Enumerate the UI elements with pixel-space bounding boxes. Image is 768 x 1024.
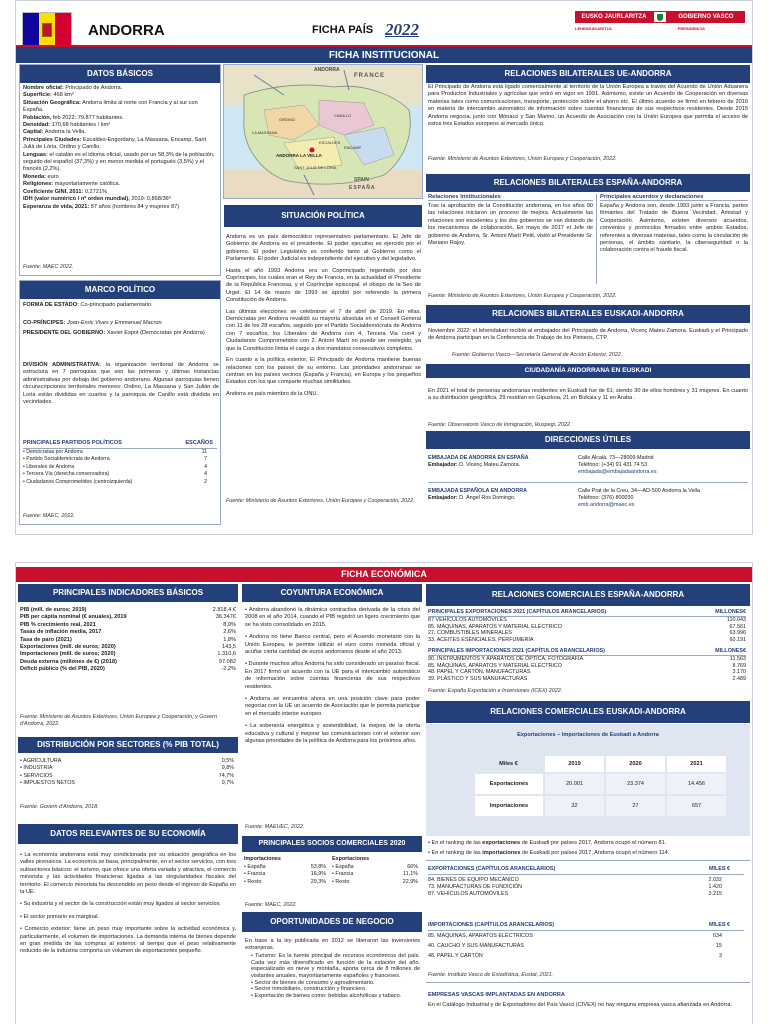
partido-row: • Ciudadanos Comprometidos (centroizquierda) 2 [23, 478, 207, 485]
map-label: ENCAMP [344, 145, 362, 150]
datos-line: Densidad: 170,68 habitantes / km² [23, 122, 111, 129]
indicador-row: Deuda externa (millones de €) (2018) 97.082 [20, 658, 236, 665]
map-label: SANT JULIÀ DE LÒRIA [294, 165, 337, 170]
direccion-item [428, 488, 748, 508]
ue-source: Fuente: Ministerio de Asuntos Exteriores, Unión Europea y Cooperación, 2022. [428, 156, 617, 162]
sectores-title: DISTRIBUCIÓN POR SECTORES (% PIB TOTAL) [18, 737, 238, 753]
list-item: • Durante muchos años Andorra ha sido considerado un paraíso fiscal. En 2017 firmó un acuerdo con la UE para el intercambio automático de información sobre cuentas financieras de sus respectivos residentes. [245, 661, 420, 690]
datos-line: Moneda: euro [23, 173, 59, 180]
datos-line: Lenguas: el catalán es el idioma oficial, usado por un 58,3% de la población, seguido del español (37,3%) y en menor medida el portugués (3,5%) y el francés (2,2%). [23, 151, 215, 173]
situacion-politica-title: SITUACIÓN POLÍTICA [224, 205, 422, 227]
euskadi-row-label: Importaciones [474, 795, 544, 817]
indicadores-title: PRINCIPALES INDICADORES BÁSICOS [18, 584, 238, 602]
oportunidades-title: OPORTUNIDADES DE NEGOCIO [242, 912, 422, 932]
map-label: ESCALDES [319, 140, 341, 145]
country-title: ANDORRA [88, 22, 165, 39]
euskadi-com-title: RELACIONES COMERCIALES EUSKADI-ANDORRA [426, 701, 750, 723]
doc-label: FICHA PAÍS [312, 24, 374, 36]
ranking-imp: • En el ranking de las importaciones de Euskadi por países 2017, Andorra ocupó el número 114. [428, 850, 670, 856]
datos-relevantes-list [20, 852, 236, 956]
oportunidades-intro: En base a la ley publicada en 2012 se liberaron las inversiones extranjeras. [245, 938, 420, 951]
socio-row: • Francia 11,1% [332, 871, 418, 877]
euskadi-year: 2019 [544, 755, 605, 773]
datos-basicos-list [23, 85, 219, 211]
map-label: SPAIN [354, 177, 369, 183]
espana-col2-title: Principales acuerdos y declaraciones [600, 194, 748, 201]
datos-line: Religiones: mayoritariamente católica. [23, 181, 120, 188]
euskadi-exp-row: 73. MANUFACTURAS DE FUNDICIÓN 1.420 [428, 884, 722, 890]
euskadi-exp-row: 84. BIENES DE EQUIPO MECÁNICO 2.032 [428, 877, 722, 883]
espana-com-source: Fuente: España Exportación e Inversiones (ICEX) 2022. [428, 688, 563, 694]
euskadi-cell: 23.374 [605, 773, 666, 795]
partido-row: • Partido Socialdemócrata de Andorra 7 [23, 456, 207, 462]
datos-line: Nombre oficial: Principado de Andorra. [23, 85, 123, 91]
indicador-row: PIB per cápita nominal (€ anuales), 2019 36.347€ [20, 614, 236, 621]
datos-line: Población, feb 2022: 79.877 habitantes. [23, 114, 124, 121]
brand-sub-left: LEHENDAKARITZA [575, 26, 612, 31]
partido-row: • Demócratas por Andorra 11 [23, 448, 207, 455]
euskadi-imp-unit: MILES € [709, 922, 730, 928]
datos-line: IDH (valor numérico / nº orden mundial), 2019: 0,868/36º [23, 196, 171, 203]
escanos-header: ESCAÑOS [185, 440, 213, 446]
euskadi-text: Noviembre 2022: el lehendakari recibió al embajador del Principado de Andorra, Vicenç Mateu Zamora. Euskadi y el Principado de Andorra participan en la Conferencia de Trabajo de los Pirineos, CTP. [428, 328, 748, 342]
list-item: • Sector inmobiliario, construcción y financiero. [251, 986, 367, 993]
euskadi-trade-table [473, 754, 728, 818]
coyuntura-title: COYUNTURA ECONÓMICA [242, 584, 422, 602]
datos-line: Coeficiente GINI, 2011: 0,2721% [23, 188, 107, 195]
map-label: CANILLO [334, 113, 352, 118]
empresas-text: En el Catálogo Industrial y de Exportadores del País Vasco (CIVEX) no hay ninguna empresa vasca afianzada en Andorra. [428, 1002, 733, 1008]
oportunidades-list [245, 938, 420, 999]
direcciones-title: DIRECCIONES ÚTILES [426, 431, 750, 449]
indicador-row: PIB % crecimiento real, 2021 8,9% [20, 621, 236, 628]
euskadi-title: RELACIONES BILATERALES EUSKADI-ANDORRA [426, 305, 750, 323]
partidos-header: PRINCIPALES PARTIDOS POLÍTICOS [23, 440, 122, 446]
espana-imp-row: 90. INSTRUMENTOS Y APARATOS DE ÓPTICA, FOTOGRAFÍA 11.563 [428, 655, 746, 662]
paragraph: Las últimas elecciones se celebraron el 7 de abril de 2019. En ellas, Demócratas per Andorra revalidó su mayoría absoluta en el Consell General con 11 de los 28 escaños, seguido por el Partido Socialdemócrata de Andorra con 7 escaños, los Liberales de Andorra con 4, Tercera Via con4 y Ciudadanos Comprometidos con 2. Antoni Martí no puede ser reelegido, ya que la Constitución limita el cargo a dos mandatos consecutivos completos. [226, 308, 421, 352]
socio-row: • España 53,8% [244, 863, 326, 870]
ficha-institucional-title: FICHA INSTITUCIONAL [16, 45, 752, 63]
socio-row: • Resto 22,9% [332, 878, 418, 885]
list-item: • Su industria y el sector de la construcción están muy ligados al sector servicios. [20, 901, 221, 908]
brand-left: EUSKO JAURLARITZA [575, 11, 653, 23]
indicador-row: Tasas de inflación media, 2017 2,6% [20, 629, 236, 636]
map-label: ESPAÑA [349, 185, 376, 191]
direccion-item [428, 455, 748, 475]
direccion-tel: Teléfono: (+34) 91 431 74 53 [578, 462, 648, 468]
indicador-row: Déficit público (% del PIB, 2020) -2,2% [20, 666, 236, 673]
partido-row: • Liberales de Andorra 4 [23, 463, 207, 470]
indicadores-source: Fuente: Ministerio de Asuntos Exteriores, Unión Europea y Cooperación, y Govern d'Andorra, 2022. [20, 714, 217, 727]
euskadi-imp-row: 40. CAUCHO Y SUS MANUFACTURAS 15 [428, 943, 722, 949]
euskadi-cell: 20.001 [544, 773, 605, 795]
direccion-tel: Teléfono: (376) 800030 [578, 495, 634, 501]
espana-imp-row: 39. PLÁSTICO Y SUS MANUFACTURAS 2.489 [428, 676, 746, 683]
espana-source: Fuente: Ministerio de Asuntos Exteriores, Unión Europea y Cooperación, 2022. [428, 293, 617, 299]
euskadi-col0: Miles € [499, 760, 518, 767]
situacion-politica-source: Fuente: Ministerio de Asuntos Exteriores, Unión Europea y Cooperación, 2022. [226, 498, 415, 504]
brand-sub-right: PRESIDENCIA [677, 26, 705, 31]
espana-imp-row: 85. MÁQUINAS, APARATOS Y MATERIAL ELÉCTRICO 8.769 [428, 662, 746, 669]
euskadi-exp-table [428, 866, 744, 898]
list-item: • Andorra abandonó la dinámica contractiva derivada de la crisis del 2008 en el año 2014, cuando el PIB registró un ligero crecimiento que se ha visto consolidado en 2015. [245, 607, 420, 628]
ranking-exp: • En el ranking de las exportaciones de Euskadi por países 2017, Andorra ocupó el número 81. [428, 840, 667, 846]
sector-row: • AGRICULTURA 0,5% [20, 758, 234, 764]
indicador-row: Importaciones (mill. de euros; 2020) 1.310,6 [20, 651, 236, 658]
socio-row: • Francia 16,9% [244, 871, 326, 877]
list-item: • Exportación de bienes como: bebidas alcohólicas y tabaco. [251, 992, 402, 999]
euskadi-exp-unit: MILES € [709, 866, 730, 872]
euskadi-cell: 14.456 [666, 773, 727, 795]
euskadi-exp-row: 87. VEHÍCULOS AUTOMÓVILES 3.215 [428, 891, 722, 897]
map-label: LA MASSANA [252, 130, 278, 135]
datos-line: Principales Ciudades: Escaldes-Engordany, La Massana, Encamp, Sant Julià de Lòria, Ordino y Canillo. [23, 136, 207, 151]
indicador-row: Exportaciones (mill. de euros; 2020) 143,5 [20, 644, 236, 651]
euskadi-ranking [428, 838, 746, 858]
espana-exp-table [428, 609, 746, 683]
espana-col1-title: Relaciones Institucionales [428, 194, 593, 201]
espana-exp-row: 33. ACEITES ESENCIALES, PERFUMERÍA 60.191 [428, 637, 746, 644]
datos-line: Capital: Andorra la Vella. [23, 129, 86, 136]
direccion-addr: Calle Alcalá, 73—28009 Madrid [578, 455, 654, 461]
direccion-name: EMBAJADA ESPAÑOLA EN ANDORRA [428, 488, 528, 494]
euskadi-cell: 32 [544, 795, 605, 817]
euskadi-imp-row: 85. MÁQUINAS, APARATOS ELÉCTRICOS 634 [428, 933, 722, 939]
indicador-row: Tasa de paro (2021) 1,8% [20, 636, 236, 643]
socios-exp-title: Exportaciones [332, 856, 370, 862]
map-label: ORDINO [279, 117, 295, 122]
euskadi-source: Fuente: Gobierno Vasco—Secretaría General de Acción Exterior, 2022. [452, 352, 623, 358]
andorra-map [223, 64, 423, 199]
euskadi-year: 2021 [666, 755, 727, 773]
datos-line: Superficie: 468 km² [23, 92, 74, 99]
page-gap [0, 540, 768, 562]
espana-exp-row: 87 VEHÍCULOS AUTOMÓVILES 110.043 [428, 616, 746, 623]
sectores-table [20, 758, 234, 788]
euskadi-table-title: Exportaciones – Importaciones de Euskadi a Andorra [517, 732, 659, 738]
espana-imp-unit: MILLONES€ [715, 647, 746, 654]
situacion-politica-text [226, 234, 421, 398]
espana-imp-row: 48. PAPEL Y CARTÓN, MANUFACTURAS 3.170 [428, 669, 746, 676]
direccion-embajador: Embajador: D. Vicenç Mateu Zamora. [428, 462, 521, 468]
direccion-embajador: Embajador: D. Ángel Ros Domingo. [428, 495, 516, 501]
socios-source: Fuente: MAEC, 2022. [245, 902, 297, 908]
division-admin: DIVISIÓN ADMINISTRATIVA: la organización territorial de Andorra se estructura en 7 parroquias que son las primeras y últimas instancias administrativas por debajo del gobierno andorrano. Algunas parroquias tienen circunscripciones territoriales menores: Ordino, La Massana y San Julián de Loria están divididas en cuartos y la parroquia de Canillo está dividida en vecindades. [23, 362, 219, 406]
empresas-title: EMPRESAS VASCAS IMPLANTADAS EN ANDORRA [428, 992, 565, 998]
ue-title: RELACIONES BILATERALES UE-ANDORRA [426, 65, 750, 83]
sector-row: • IMPUESTOS NETOS 9,7% [20, 780, 234, 787]
socios-title: PRINCIPALES SOCIOS COMERCIALES 2020 [242, 836, 422, 852]
espana-imp-title: PRINCIPALES IMPORTACIONES 2021 (CAPÍTULOS ARANCELARIOS) [428, 647, 605, 654]
marco-politico-title: MARCO POLÍTICO [20, 281, 220, 299]
espana-exp-title: PRINCIPALES EXPORTACIONES 2021 (CAPÍTULOS ARANCELARIOS) [428, 609, 607, 615]
socio-row: • Resto 29,3% [244, 878, 326, 885]
list-item: • Andorra se encuentra ahora en una posición clave para poder negociar con la UE un acuerdo de Asociación que le permita participar en el mercado interior europeo. [245, 696, 420, 717]
datos-line: Esperanza de vida, 2021: 87 años (hombres 84 y mujeres 87) [23, 203, 180, 210]
sector-row: • SERVICIOS 74,7% [20, 772, 234, 779]
list-item: • Comercio exterior: tiene un peso muy importante sobre la actividad económica y, particularmente, el volumen de importaciones. La demanda interna de bienes depende en gran medida de las compras al exterior, al tiempo que el peso relativamente reducido de la industria comporta un volumen de exportaciones pequeño. [20, 926, 236, 955]
indicadores-table [20, 607, 236, 674]
socios-imp-title: Importaciones [244, 856, 281, 862]
euskadi-table-box [426, 724, 750, 836]
marco-politico-source: Fuente: MAEC, 2022. [23, 513, 75, 519]
paragraph: Hasta el año 1993 Andorra era un Coprincipado regentado por dos Copríncipes, los cuales eran el Rey de Francia, en la actualidad el Presidente de la República Francesa, y el Copríncipe episcopal, el obispo de la Seo de Urgel. El 14 de marzo de 1993 se aprobó por referendo la primera Constitución de Andorra. [226, 267, 421, 304]
paragraph: Andorra es un país democrático representativo parlamentario. El Jefe de Gobierno de Andorra es el presidente. El poder ejecutivo es ejercido por el gobierno. El poder Legislativo es conferido tanto al Gobierno como el Parlamento. El poder Judicial es independiente del ejecutivo y del legislativo. [226, 234, 421, 263]
espana-title: RELACIONES BILATERALES ESPAÑA-ANDORRA [426, 174, 750, 192]
direccion-mail[interactable]: embajada@embajadaandorra.es [578, 469, 657, 475]
sector-row: • INDUSTRIA 9,8% [20, 765, 234, 772]
list-item: • Sector de bienes de consumo y agroalimentario. [251, 979, 375, 986]
brand-right: GOBIERNO VASCO [667, 11, 745, 23]
map-label: ANDORRA LA VELLA [276, 153, 322, 158]
list-item: • El sector primario es marginal. [20, 913, 100, 920]
ue-text: El Principado de Andorra está ligado comercialmente al territorio de la Unión Europea a través del Acuerdo de Unión Aduanera para Productos Industriales y agrícolas que entró en vigor en 1991. Asimismo, existe un Acuerdo de Cooperación en diversas materias tales como comunicaciones, transporte, protección sobre el ahorro etc. El último acuerdo se firmó en febrero de 2016 en materia de intercambio automático de información sobre cuentas financieras de sus respectivos residentes. Desde 2015 Andorra negocia, junto con Mónaco y San Marino, un Acuerdo de Asociación con la Unión Europea que permita el acceso de estos tres Estados europeos al mercado único. [428, 84, 748, 128]
paragraph: Andorra es país miembro de la ONU. [226, 390, 319, 397]
presidente: PRESIDENTE DEL GOBIERNO: Xavier Espot (Demócratas por Andorra) [23, 330, 205, 336]
euskadi-row-label: Exportaciones [474, 773, 544, 795]
euskadi-imp-title: IMPORTACIONES (CAPÍTULOS ARANCELARIOS) [428, 922, 555, 928]
list-item: • Andorra no tiene Banco central, pero el Acuerdo monetario con la Unión Europea, le permite utilizar el euro como moneda oficial y acuñar cierta cantidad de euros andorranos desde el año 2013. [245, 634, 420, 656]
espana-com-title: RELACIONES COMERCIALES ESPAÑA-ANDORRA [426, 584, 750, 606]
basque-shield-icon [653, 11, 667, 23]
ciudadania-source: Fuente: Observatorio Vasco de Inmigración, Ikuspegi, 2022. [428, 422, 572, 428]
direccion-name: EMBAJADA DE ANDORRA EN ESPAÑA [428, 455, 529, 461]
ciudadania-title: CIUDADANÍA ANDORRANA EN EUSKADI [426, 364, 750, 378]
coyuntura-list [245, 607, 420, 746]
coyuntura-source: Fuente: MAEUEC, 2022. [245, 824, 305, 830]
euskadi-imp-table [428, 920, 744, 961]
euskadi-imp-row: 48. PAPEL Y CARTÓN 3 [428, 953, 722, 959]
datos-relevantes-title: DATOS RELEVANTES DE SU ECONOMÍA [18, 824, 238, 844]
map-label: FRANCE [354, 73, 385, 79]
direccion-mail[interactable]: emb.andorra@maec.es [578, 502, 635, 508]
paragraph: En cuanto a la política exterior, El Principado de Andorra mantiene buenas relaciones con los países de su entorno. Las prioridades andorranas se centran en los países vecinos (España y Francia), en Europa y los pequeños Estados con los que comparte muchas similitudes. [226, 357, 421, 386]
espana-col2: España y Andorra son, desde 1993 junto a Francia, partes firmantes del Tratado de Buena Vecindad, Amistad y Cooperación. Asimismo, existen diversos acuerdos, convenios y protocolos firmados entre ambos Estados, referentes a diversas materias, tales como la circulación de personas, el ámbito sanitario, la ciberseguridad o la colaboración contra el fraude fiscal. [600, 203, 748, 254]
sectores-source: Fuente: Govern d'Andorra, 2018. [20, 804, 99, 810]
ciudadania-text: En 2021 el total de personas andorranas residentes en Euskadi fue de 61; siendo 30 de ellos hombres y 31 mujeres. En cuanto a su distribución geográfica, 29 residían en Gipuzkoa, 21 en Bizkaia y 11 en Araba . [428, 388, 748, 402]
socio-row: • España 66% [332, 863, 418, 870]
espana-col1: Tras la aprobación de la Constitución andorrana, en los años 90 las relaciones iniciaron un proceso de mejora. Actualmente las relaciones son excelentes y los dos gobiernos se van dotando de los mecanismos de colaboración. En mayo de 2017 el Jefe de gobierno de Andorra, Sr. Antoni Martí Petit, visitó al Presidente Sr. Mariano Rajoy. [428, 203, 593, 247]
euskadi-exp-title: EXPORTACIONES (CAPÍTULOS ARANCELARIOS) [428, 866, 556, 872]
euskadi-cell: 27 [605, 795, 666, 817]
indicador-row: PIB (mill. de euros; 2019) 2.818,4 € [20, 607, 236, 613]
partido-row: • Tercera Vía (derecha conservadora) 4 [23, 471, 207, 477]
andorra-flag [22, 12, 72, 48]
datos-line: Situación Geográfica: Andorra limita al norte con Francia y al sur con España. [23, 99, 198, 114]
list-item: • La soberanía energética y sostenibilidad, la mejora de la oferta educativa y cultural y mejorar las comunicaciones con el exterior son algunas prioridades de la política de Andorra para los próximos años. [245, 723, 421, 745]
euskadi-cell: 657 [666, 795, 727, 817]
datos-basicos-source: Fuente: MAEC 2022. [23, 264, 74, 270]
map-label: ANDORRA [314, 67, 340, 73]
euskadi-com-source: Fuente: Instituto Vasco de Estadística, Eustat, 2021. [428, 972, 554, 978]
espana-exp-row: 27. COMBUSTIBLES MINERALES 63.996 [428, 630, 746, 637]
espana-exp-row: 85. MÁQUINAS, APARATOS Y MATERIAL ELÉCTRICO 67.561 [428, 623, 746, 630]
datos-basicos-title: DATOS BÁSICOS [20, 65, 220, 83]
list-item: • La economía andorrana está muy condicionada por su situación geográfica en los valles pirenaicos. La economía se basa, principalmente, en el sector servicios, con tres subsectores básicos: el turismo, que ofrece una oferta variada y atractiva, el comercio minorista y las actividades financieras ligadas a las singularidades fiscales del territorio. El comercio minorista ha descendido en peso desde el ingreso de España en la UE. [20, 852, 237, 896]
espana-exp-unit: MILLONES€ [715, 609, 746, 615]
euskadi-year: 2020 [605, 755, 666, 773]
ficha-economica-title: FICHA ECONÓMICA [16, 567, 752, 582]
partidos-table [23, 440, 217, 486]
direccion-addr: Calle Prat de la Creu, 34—AD-500 Andorra la Vella [578, 488, 700, 494]
doc-year: 2022 [385, 20, 419, 39]
forma-estado: FORMA DE ESTADO: Co-principado parlamentario. [23, 302, 153, 308]
coprincipes: CO-PRÍNCIPES: Joan-Enric Vives y Emmanuel Macron. [23, 320, 164, 326]
list-item: • Turismo: Es la fuente principal de recursos económicos del país. Cada vez más diversificado en función de la estación del año, especializado en nieve y montaña, aporta cerca de 8 millones de visitantes anuales, mayoritariamente españoles y franceses. [251, 953, 420, 979]
